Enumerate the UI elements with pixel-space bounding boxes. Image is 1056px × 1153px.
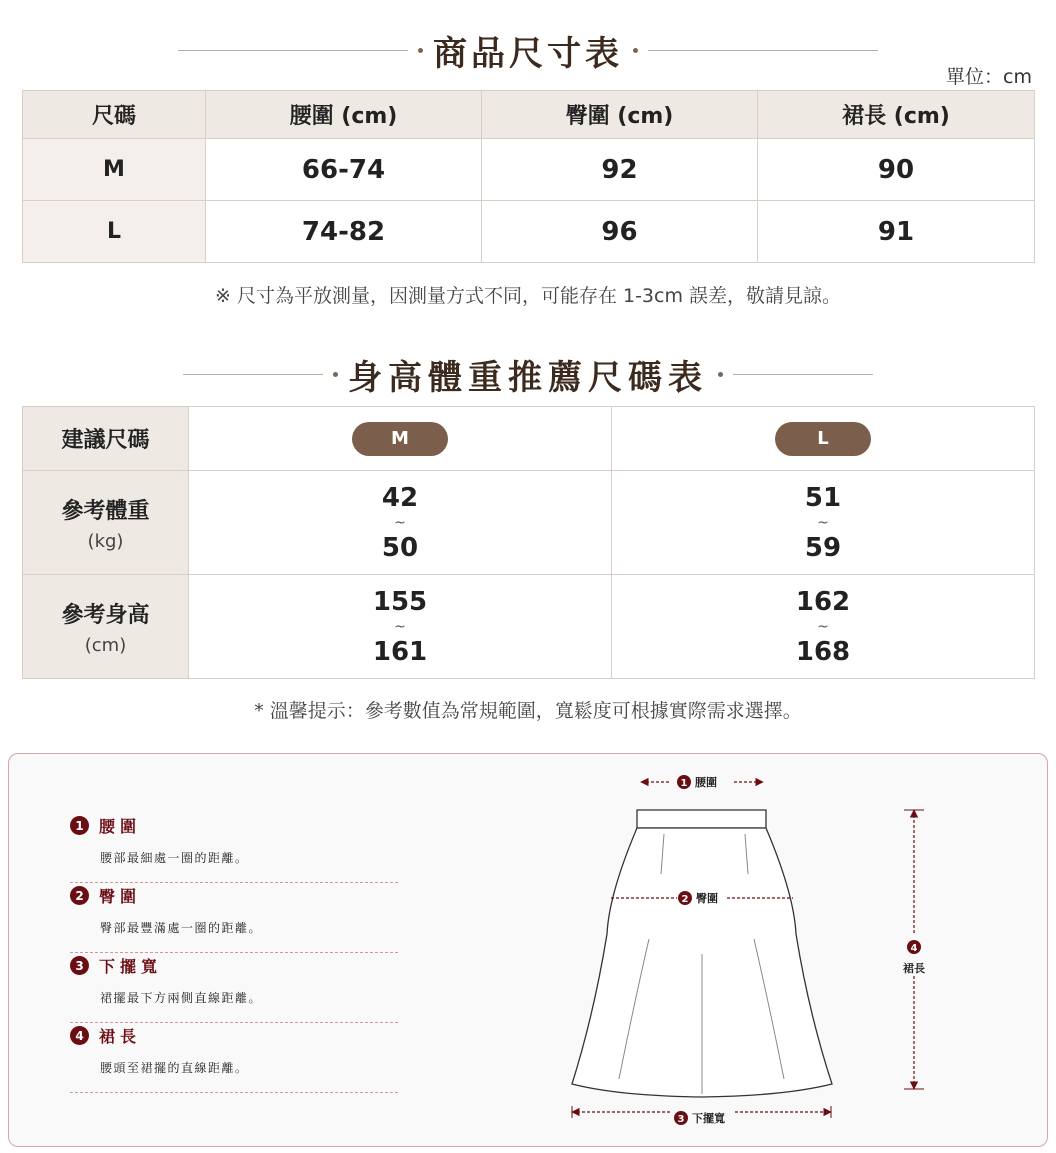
recommend-table	[22, 406, 1035, 679]
length-measure	[903, 810, 925, 1089]
weight-unit: (kg)	[87, 530, 124, 552]
measurement-guide	[8, 753, 1048, 1147]
guide-item-name: 下擺寬	[99, 957, 163, 976]
height-unit: (cm)	[84, 634, 127, 656]
size-chart-title: 商品尺寸表	[433, 34, 623, 74]
table-row	[23, 575, 1035, 679]
height-l-cell	[612, 575, 1035, 679]
size-badge: M	[352, 422, 448, 456]
weight-label: 參考體重	[61, 498, 150, 524]
guide-item-desc: 裙擺最下方兩側直線距離。	[100, 991, 263, 1005]
size-chart-table	[22, 90, 1035, 263]
number-badge-text: 3	[677, 1114, 685, 1125]
waist-cell: 66-74	[206, 139, 482, 201]
number-badge-text: 4	[910, 943, 918, 954]
range-tilde: ~	[817, 514, 829, 531]
height-label: 參考身高	[61, 602, 150, 628]
table-row	[23, 407, 1035, 471]
size-m-cell	[189, 407, 612, 471]
range-max: 50	[381, 532, 419, 563]
size-label: 建議尺碼	[23, 407, 189, 471]
header-size: 尺碼	[23, 91, 206, 139]
table-row	[23, 201, 1035, 263]
guide-item-name: 腰圍	[99, 817, 142, 836]
table-row	[23, 139, 1035, 201]
guide-item-desc: 腰頭至裙擺的直線距離。	[100, 1061, 249, 1075]
unit-label: 單位：cm	[946, 66, 1032, 88]
number-badge: 3	[70, 956, 89, 975]
height-m-cell	[189, 575, 612, 679]
diagram-label-hip: 臀圍	[696, 892, 718, 905]
size-chart-header-row	[23, 91, 1035, 139]
range-min: 42	[381, 482, 419, 513]
size-badge: L	[775, 422, 871, 456]
hip-cell: 96	[482, 201, 758, 263]
table-row	[23, 471, 1035, 575]
guide-item-desc: 腰部最細處一圈的距離。	[100, 851, 249, 865]
weight-label-cell	[23, 471, 189, 575]
waist-cell: 74-82	[206, 201, 482, 263]
size-l-cell	[612, 407, 1035, 471]
height-label-cell	[23, 575, 189, 679]
number-badge-text: 1	[680, 778, 688, 789]
range-tilde: ~	[817, 618, 829, 635]
range-max: 59	[804, 532, 842, 563]
hem-measure	[572, 1106, 831, 1125]
length-cell: 91	[758, 201, 1035, 263]
number-badge: 4	[70, 1026, 89, 1045]
range-min: 162	[795, 586, 851, 617]
size-cell: M	[23, 139, 206, 201]
recommend-note: * 溫馨提示：參考數值為常規範圍，寬鬆度可根據實際需求選擇。	[254, 700, 802, 722]
skirt-diagram	[9, 754, 1049, 1148]
header-hip: 臀圍 (cm)	[482, 91, 758, 139]
waist-measure	[641, 775, 763, 789]
diagram-label-waist: 腰圍	[695, 776, 717, 789]
weight-l-cell	[612, 471, 1035, 575]
range-max: 161	[372, 636, 428, 667]
length-cell: 90	[758, 139, 1035, 201]
guide-item-name: 臀圍	[99, 887, 142, 906]
recommend-title: 身高體重推薦尺碼表	[348, 358, 708, 398]
number-badge: 1	[70, 816, 89, 835]
header-waist: 腰圍 (cm)	[206, 91, 482, 139]
hip-cell: 92	[482, 139, 758, 201]
diagram-label-length: 裙長	[903, 962, 925, 975]
diagram-label-hem: 下擺寬	[692, 1112, 725, 1125]
size-chart-title-row	[0, 26, 1056, 75]
range-min: 155	[372, 586, 428, 617]
guide-item-name: 裙長	[99, 1027, 142, 1046]
guide-item-desc: 臀部最豐滿處一圈的距離。	[100, 921, 263, 935]
weight-m-cell	[189, 471, 612, 575]
recommend-title-row	[0, 350, 1056, 399]
number-badge: 2	[70, 886, 89, 905]
header-length: 裙長 (cm)	[758, 91, 1035, 139]
range-max: 168	[795, 636, 851, 667]
size-cell: L	[23, 201, 206, 263]
number-badge-text: 2	[681, 894, 689, 905]
range-min: 51	[804, 482, 842, 513]
range-tilde: ~	[394, 514, 406, 531]
range-tilde: ~	[394, 618, 406, 635]
size-chart-note: ※ 尺寸為平放測量，因測量方式不同，可能存在 1-3cm 誤差，敬請見諒。	[214, 285, 842, 307]
